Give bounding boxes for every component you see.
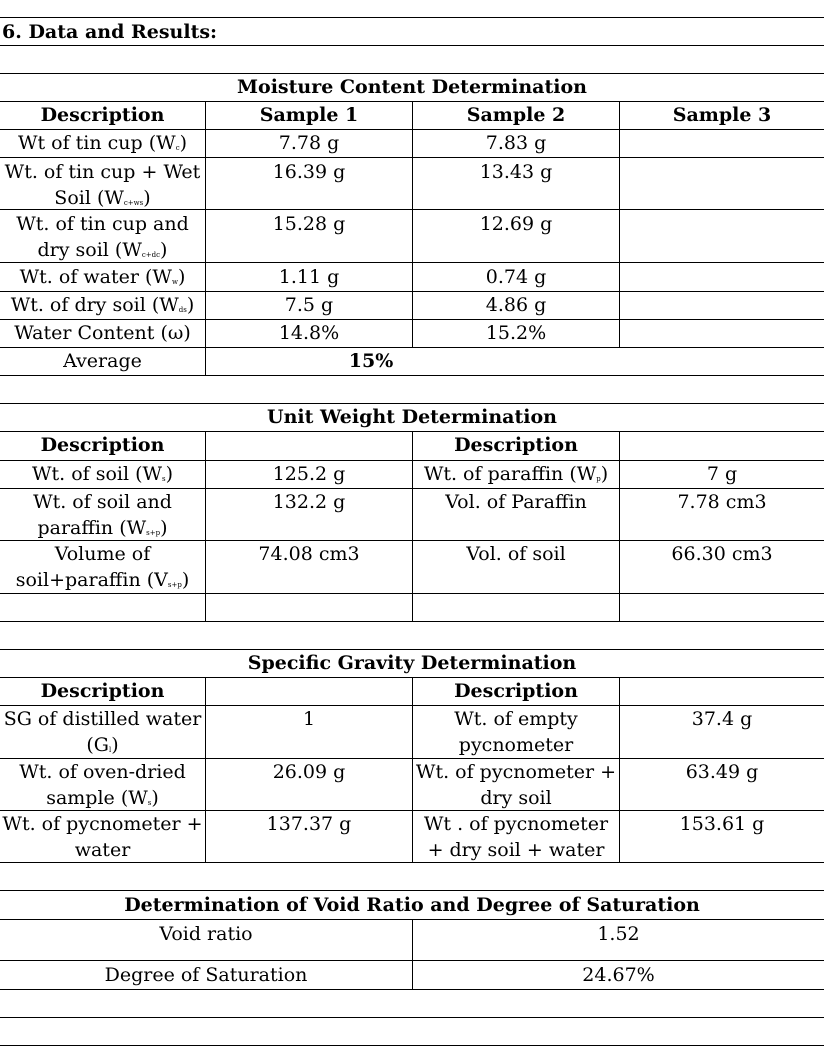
specific-gravity-value: 1 — [302, 708, 316, 730]
moisture-sample-2-value: 15.2% — [485, 322, 547, 344]
moisture-sample-1-value: 14.8% — [278, 322, 340, 344]
unit-weight-value-2: 7 g — [706, 463, 738, 485]
specific-gravity-row-description: Wt. of oven-dried sample $(W_s)$ — [19, 761, 186, 809]
rule — [0, 1017, 824, 1018]
unit-weight-value: 132.2 g — [272, 491, 346, 513]
specific-gravity-row-description: Wt. of pycnometer + water — [2, 813, 203, 861]
rule — [0, 890, 824, 891]
rule — [0, 621, 824, 622]
section-heading: 6. Data and Results: — [2, 21, 218, 43]
unit-weight-header-description-2: Description — [454, 434, 578, 456]
column-rule — [412, 431, 413, 621]
moisture-table-title: Moisture Content Determination — [237, 76, 587, 98]
moisture-row-description: Wt. of tin cup and dry soil $(W_{c+dc})$ — [16, 213, 189, 261]
unit-weight-table-title: Unit Weight Determination — [267, 406, 557, 428]
specific-gravity-table-title: Specific Gravity Determination — [247, 652, 577, 674]
unit-weight-row-description-2: Wt. of paraffin $(W_p)$ — [423, 463, 609, 485]
specific-gravity-header-description: Description — [40, 680, 165, 702]
specific-gravity-header-description-2: Description — [454, 680, 578, 702]
moisture-sample-1-value: 7.5 g — [284, 294, 334, 316]
specific-gravity-value-2: 37.4 g — [691, 708, 753, 730]
specific-gravity-row-description-2: Wt. of empty pycnometer — [454, 708, 578, 756]
specific-gravity-row-description-2: Wt . of pycnometer + dry soil + water — [423, 813, 609, 861]
void-ratio-table-title: Determination of Void Ratio and Degree of Saturation — [124, 894, 700, 916]
moisture-header-sample-3: Sample 3 — [672, 104, 772, 126]
moisture-header-sample-2: Sample 2 — [466, 104, 566, 126]
degree-of-saturation-label: Degree of Saturation — [104, 964, 308, 986]
moisture-sample-2-value: 13.43 g — [479, 161, 553, 183]
moisture-row-description: Water Content (ω) — [14, 322, 191, 344]
unit-weight-value-2: 7.78 cm3 — [677, 491, 767, 513]
void-ratio-value: 1.52 — [597, 923, 640, 945]
specific-gravity-value-2: 63.49 g — [685, 761, 759, 783]
rule — [0, 375, 824, 376]
moisture-sample-2-value: 0.74 g — [485, 266, 547, 288]
rule — [0, 1045, 824, 1046]
column-rule — [619, 431, 620, 621]
column-rule — [619, 101, 620, 347]
moisture-sample-1-value: 7.78 g — [278, 132, 340, 154]
unit-weight-value: 74.08 cm3 — [258, 543, 360, 565]
moisture-header-sample-1: Sample 1 — [259, 104, 359, 126]
unit-weight-row-description: Wt. of soil $(W_s)$ — [31, 463, 174, 485]
moisture-average-value: 15% — [348, 350, 394, 372]
moisture-row-description: Wt. of tin cup + Wet Soil $(W_{c+ws})$ — [4, 161, 201, 209]
unit-weight-value: 125.2 g — [272, 463, 346, 485]
rule — [0, 17, 824, 18]
degree-of-saturation-value: 24.67% — [582, 964, 655, 986]
specific-gravity-value-2: 153.61 g — [679, 813, 765, 835]
specific-gravity-value: 137.37 g — [266, 813, 352, 835]
unit-weight-row-description-2: Vol. of soil — [466, 543, 566, 565]
rule — [0, 989, 824, 990]
moisture-header-description: Description — [40, 104, 165, 126]
moisture-sample-2-value: 7.83 g — [485, 132, 547, 154]
specific-gravity-row-description-2: Wt. of pycnometer + dry soil — [415, 761, 617, 809]
void-ratio-label: Void ratio — [159, 923, 253, 945]
specific-gravity-row-description: SG of distilled water $(G_l)$ — [3, 708, 202, 756]
unit-weight-row-description-2: Vol. of Paraffin — [445, 491, 587, 513]
unit-weight-value-2: 66.30 cm3 — [671, 543, 773, 565]
rule — [0, 45, 824, 46]
specific-gravity-value: 26.09 g — [272, 761, 346, 783]
moisture-sample-1-value: 16.39 g — [272, 161, 346, 183]
column-rule — [205, 431, 206, 621]
moisture-row-description: Wt of tin cup $(W_c)$ — [17, 132, 188, 154]
unit-weight-row-description: Wt. of soil and paraffin $(W_{s+p})$ — [33, 491, 172, 539]
unit-weight-header-description: Description — [40, 434, 165, 456]
moisture-sample-2-value: 12.69 g — [479, 213, 553, 235]
moisture-sample-1-value: 15.28 g — [272, 213, 346, 235]
moisture-sample-2-value: 4.86 g — [485, 294, 547, 316]
moisture-sample-1-value: 1.11 g — [278, 266, 340, 288]
unit-weight-row-description: Volume of soil+paraffin $(V_{s+p})$ — [15, 543, 190, 591]
moisture-row-description: Wt. of water $(W_w)$ — [19, 266, 186, 288]
moisture-row-description: Wt. of dry soil $(W_{ds})$ — [10, 294, 195, 316]
moisture-average-label: Average — [63, 350, 142, 372]
